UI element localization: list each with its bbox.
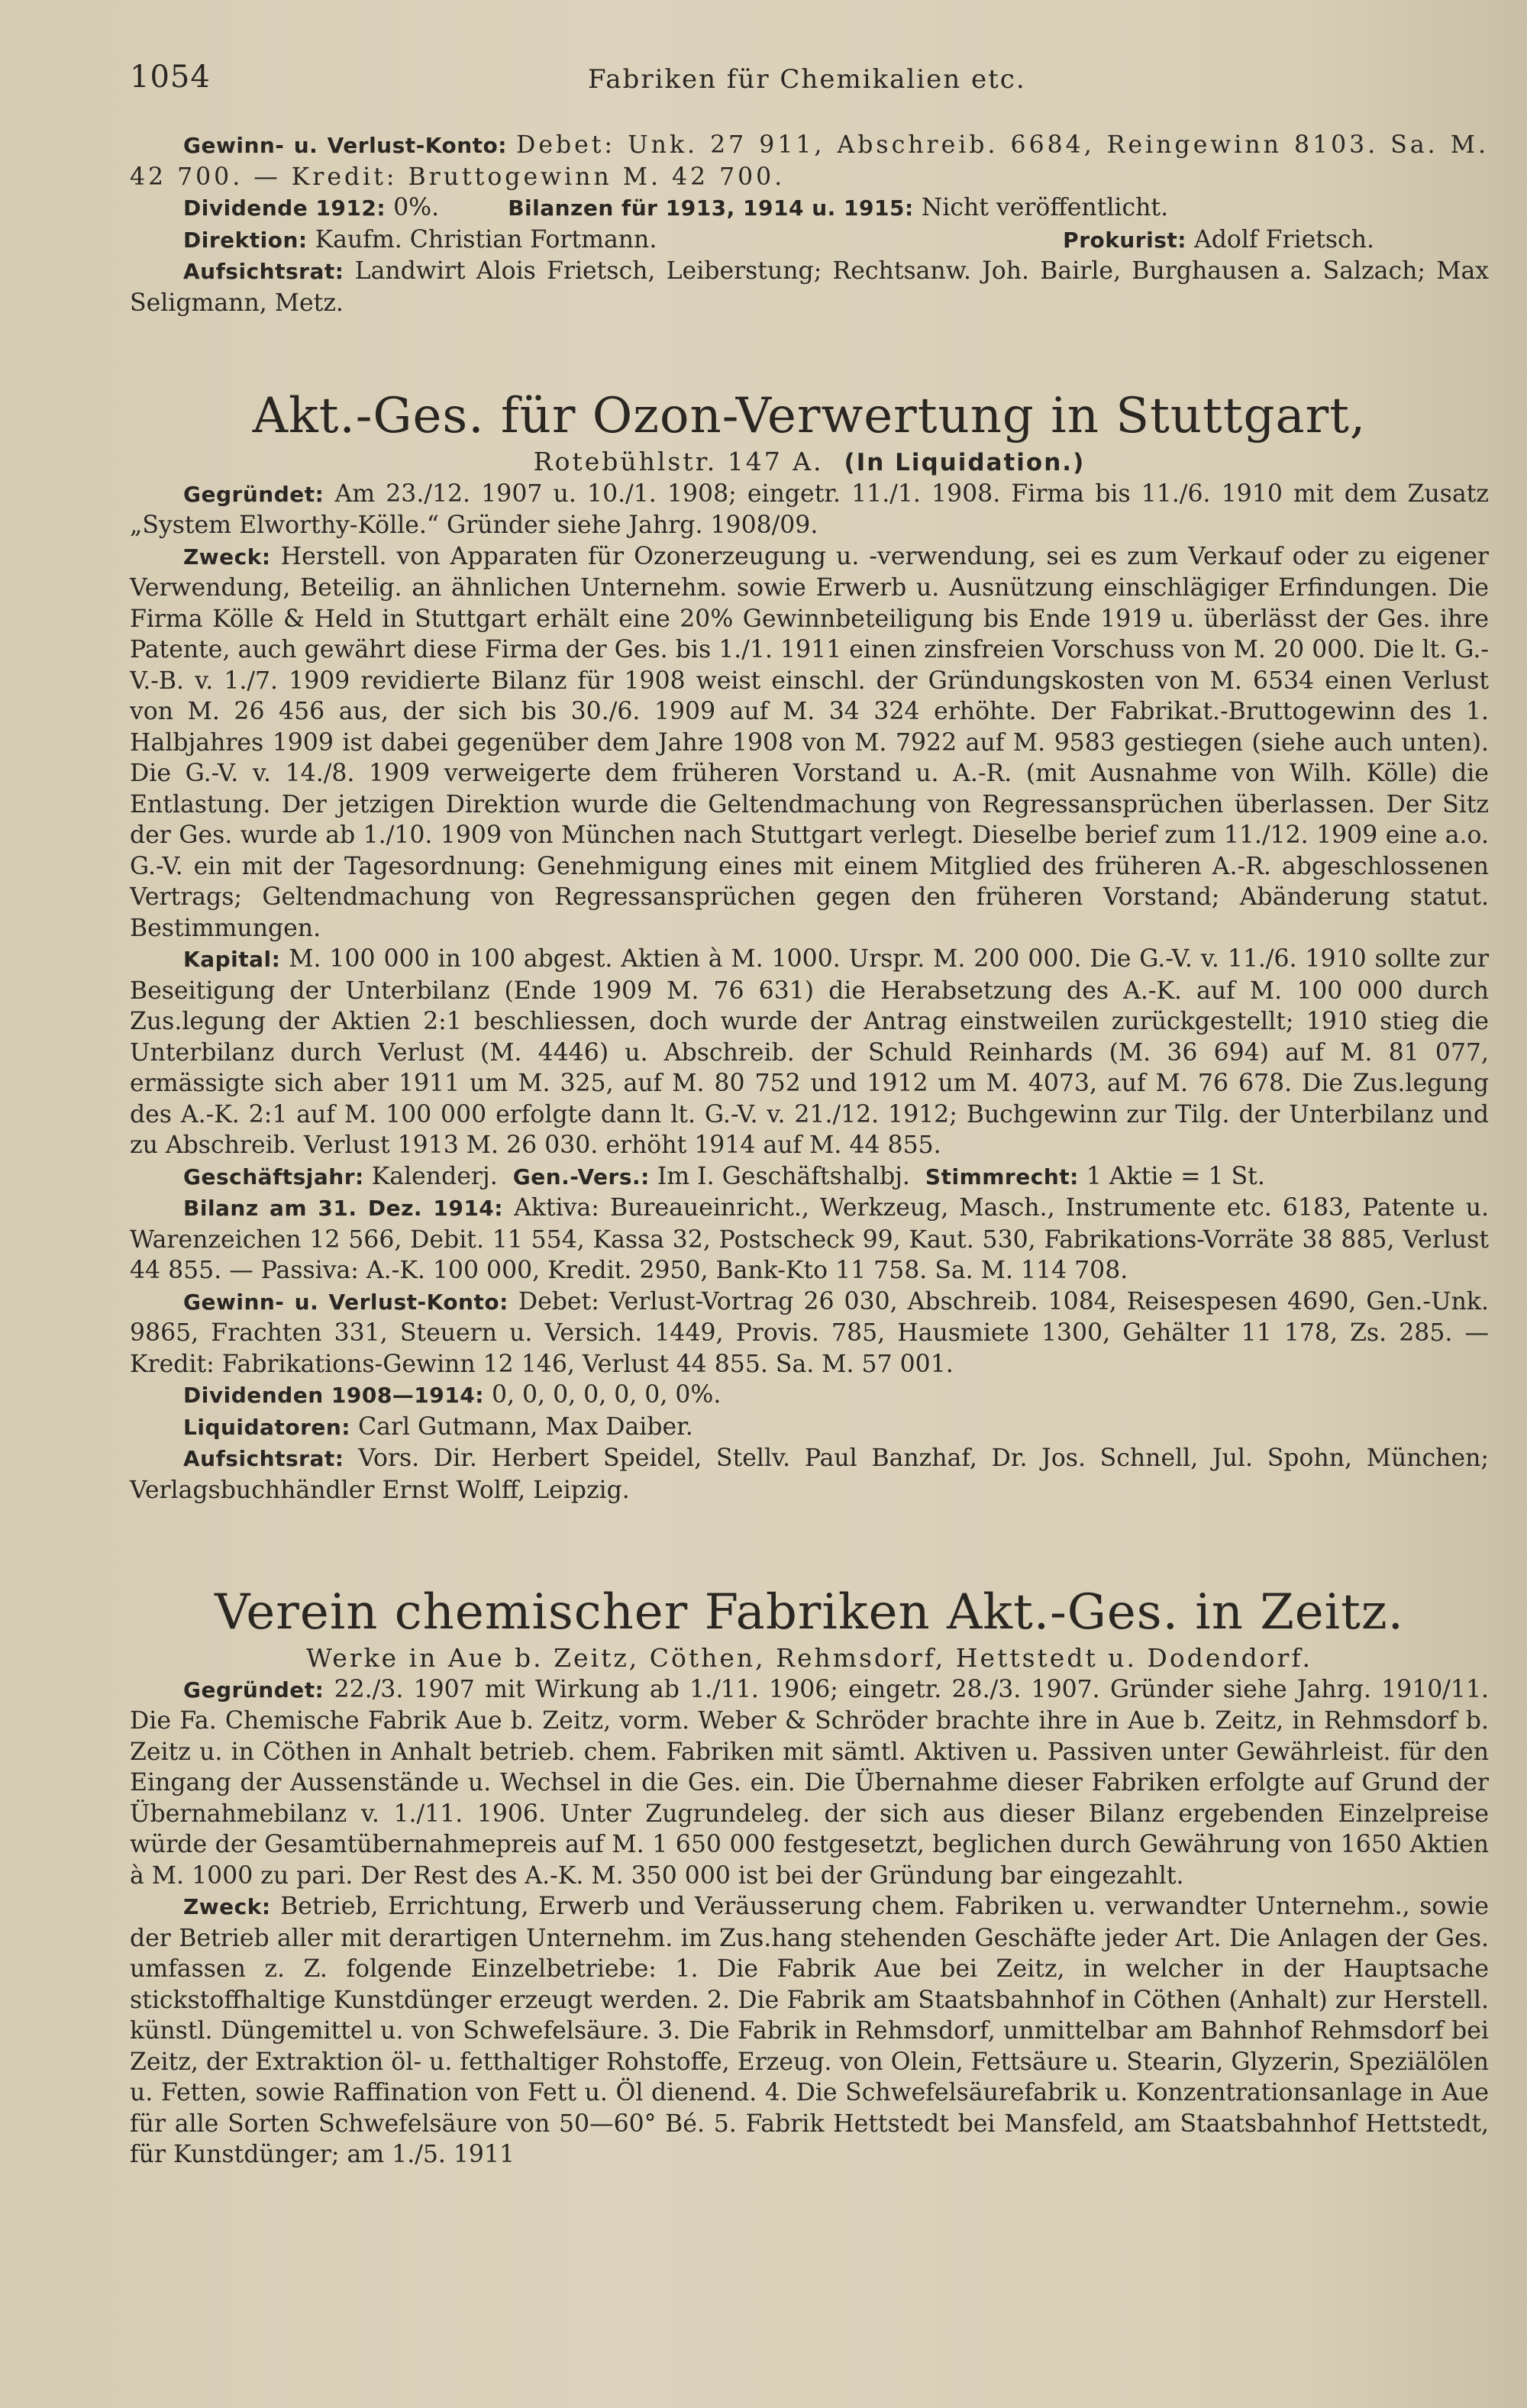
zeitz-gegr-label: Gegründet: bbox=[183, 1677, 324, 1703]
prev-div-text: 0%. bbox=[393, 194, 440, 221]
ozon-liq-label: Liquidatoren: bbox=[183, 1414, 351, 1440]
ozon-gv-label: Gen.-Vers.: bbox=[512, 1164, 650, 1189]
ozon-div-text: 0, 0, 0, 0, 0, 0, 0%. bbox=[491, 1381, 722, 1409]
prev-entry bbox=[130, 130, 1489, 318]
prev-div-paragraph bbox=[130, 192, 1489, 224]
ozon-liq-text: Carl Gutmann, Max Daiber. bbox=[358, 1412, 693, 1441]
prev-gv-paragraph bbox=[130, 130, 1489, 192]
ozon-title: Akt.-Ges. für Ozon-Verwertung in Stuttgart, bbox=[252, 388, 1367, 444]
ozon-address: Rotebühlstr. 147 A. bbox=[533, 447, 824, 476]
prev-div-label: Dividende 1912: bbox=[183, 195, 386, 221]
ozon-kap-text: M. 100 000 in 100 abgest. Aktien à M. 1000. Urspr. M. 200 000. Die G.-V. v. 11./6. 1910 sollte zur Beseitigung der Unterbilanz (Ende 1909 M. 76 631) die Herabsetzung des A.-K. auf M. 100 000 durch Zus.legung der Aktien 2:1 beschliessen, doch wurde der Antrag einstweilen zurückgestellt; 1910 stieg die Unterbilanz durch Verlust (M. 4446) u. Abschreib. der Schuld Reinhards (M. 36 694) auf M. 81 077, ermässigte sich aber 1911 um M. 325, auf M. 80 752 und 1912 um M. 4073, auf M. 76 678. Die Zus.legung des A.-K. 2:1 auf M. 100 000 erfolgte dann lt. G.-V. v. 21./12. 1912; Buchgewinn zur Tilg. der Unterbilanz und zu Abschreib. Verlust 1913 M. 26 030. erhöht 1914 auf M. 44 855. bbox=[130, 945, 1490, 1159]
prev-gv-text: Debet: Unk. 27 911, Abschreib. 6684, Reingewinn 8103. Sa. M. 42 700. — Kredit: Bruttogewinn M. 42 700. bbox=[130, 131, 1490, 191]
zeitz-zweck-text: Betrieb, Errichtung, Erwerb und Veräusserung chem. Fabriken u. verwandter Unternehm., sowie der Betrieb aller mit derartigen Unternehm. im Zus.hang stehenden Geschäfte jeder Art. Die Anlagen der Ges. umfassen z. Z. folgende Einzelbetriebe: 1. Die Fabrik Aue bei Zeitz, in welcher in der Hauptsache stickstoffhaltige Kunstdünger erzeugt werden. 2. Die Fabrik am Staatsbahnhof in Cöthen (Anhalt) zur Herstell. künstl. Düngemittel u. von Schwefelsäure. 3. Die Fabrik in Rehmsdorf, unmittelbar am Bahnhof Rehmsdorf bei Zeitz, der Extraktion öl- u. fetthaltiger Rohstoffe, Erzeug. von Olein, Fettsäure u. Stearin, Glyzerin, Speziälölen u. Fetten, sowie Raffination von Fett u. Öl dienend. 4. Die Schwefelsäurefabrik u. Konzentrationsanlage in Aue für alle Sorten Schwefelsäure von 50—60° Bé. 5. Fabrik Hettstedt bei Mansfeld, am Staatsbahnhof Hettstedt, für Kunstdünger; am 1./5. 1911 bbox=[130, 1893, 1489, 2168]
ozon-st-label: Stimmrecht: bbox=[925, 1164, 1079, 1189]
ozon-entry bbox=[130, 386, 1489, 1506]
prev-bil-text: Nicht veröffentlicht. bbox=[921, 194, 1169, 221]
ozon-gegr-label: Gegründet: bbox=[183, 481, 324, 507]
ozon-ar-paragraph bbox=[130, 1443, 1489, 1506]
prev-dir-paragraph bbox=[130, 224, 1489, 257]
ozon-ar-text: Vors. Dir. Herbert Speidel, Stellv. Paul Banzhaf, Dr. Jos. Schnell, Jul. Spohn, München; Verlagsbuchhändler Ernst Wolff, Leipzig. bbox=[130, 1444, 1489, 1504]
ozon-bil-label: Bilanz am 31. Dez. 1914: bbox=[183, 1196, 503, 1221]
ozon-status: (In Liquidation.) bbox=[844, 449, 1086, 476]
prev-prok-label: Prokurist: bbox=[1063, 227, 1186, 253]
zeitz-gegr-text: 22./3. 1907 mit Wirkung ab 1./11. 1906; eingetr. 28./3. 1907. Gründer siehe Jahrg. 1910/11. Die Fa. Chemische Fabrik Aue b. Zeitz, vorm. Weber & Schröder brachte ihre in Aue b. Zeitz, in Rehmsdorf b. Zeitz u. in Cöthen in Anhalt betrieb. chem. Fabriken mit sämtl. Aktiven u. Passiven unter Gewährleist. für den Eingang der Aussenstände u. Wechsel in die Ges. ein. Die Übernahme dieser Fabriken erfolgte auf Grund der Übernahmebilanz v. 1./11. 1906. Unter Zugrundeleg. der sich aus dieser Bilanz ergebenden Einzelpreise würde der Gesamtübernahmepreis auf M. 1 650 000 festgesetzt, beglichen durch Gewährung von 1650 Aktien à M. 1000 zu pari. Der Rest des A.-K. M. 350 000 ist bei der Gründung bar eingezahlt. bbox=[130, 1675, 1489, 1890]
ozon-bil-paragraph bbox=[130, 1193, 1489, 1286]
ozon-gegr-paragraph bbox=[130, 479, 1489, 541]
ozon-div-label: Dividenden 1908—1914: bbox=[183, 1383, 484, 1408]
prev-gv-label: Gewinn- u. Verlust-Konto: bbox=[183, 133, 507, 158]
prev-ar-label: Aufsichtsrat: bbox=[183, 259, 344, 284]
zeitz-zweck-paragraph bbox=[130, 1891, 1489, 2171]
zeitz-title: Verein chemischer Fabriken Akt.-Ges. in Zeitz. bbox=[215, 1584, 1404, 1641]
ozon-ar-label: Aufsichtsrat: bbox=[183, 1446, 344, 1471]
ozon-liq-paragraph bbox=[130, 1412, 1489, 1444]
zeitz-gegr-paragraph bbox=[130, 1674, 1489, 1892]
zeitz-zweck-label: Zweck: bbox=[183, 1894, 271, 1919]
ozon-gv-text: Im I. Geschäftshalbj. bbox=[657, 1162, 910, 1190]
ozon-subline bbox=[130, 447, 1489, 479]
ozon-kap-label: Kapital: bbox=[183, 947, 281, 972]
page-header bbox=[130, 60, 1489, 105]
prev-dir-text: Kaufm. Christian Fortmann. bbox=[315, 225, 657, 253]
page-number: 1054 bbox=[130, 60, 211, 95]
prev-ar-text: Landwirt Alois Frietsch, Leiberstung; Rechtsanw. Joh. Bairle, Burghausen a. Salzach; Max Seligmann, Metz. bbox=[130, 257, 1490, 317]
ozon-guv-text: Debet: Verlust-Vortrag 26 030, Abschreib. 1084, Reisespesen 4690, Gen.-Unk. 9865, Frachten 331, Steuern u. Versich. 1449, Provis. 785, Hausmiete 1300, Gehälter 11 178, Zs. 285. — Kredit: Fabrikations-Gewinn 12 146, Verlust 44 855. Sa. M. 57 001. bbox=[130, 1287, 1490, 1378]
ozon-gj-text: Kalenderj. bbox=[371, 1162, 498, 1190]
prev-prok-text: Adolf Frietsch. bbox=[1193, 225, 1374, 253]
zeitz-entry bbox=[130, 1582, 1489, 2171]
zeitz-works: Werke in Aue b. Zeitz, Cöthen, Rehmsdorf, Hettstedt u. Dodendorf. bbox=[306, 1643, 1312, 1673]
ozon-bil-text: Aktiva: Bureaueinricht., Werkzeug, Masch., Instrumente etc. 6183, Patente u. Warenzeichen 12 566, Debit. 11 554, Kassa 32, Postscheck 99, Kaut. 530, Fabrikations-Vorräte 38 885, Verlust 44 855. — Passiva: A.-K. 100 000, Kredit. 2950, Bank-Kto 11 758. Sa. M. 114 708. bbox=[130, 1194, 1489, 1284]
ozon-gegr-text: Am 23./12. 1907 u. 10./1. 1908; eingetr. 11./1. 1908. Firma bis 11./6. 1910 mit dem Zusatz „System Elworthy-Kölle.“ Gründer siehe Jahrg. 1908/09. bbox=[130, 479, 1490, 539]
ozon-kap-paragraph bbox=[130, 944, 1489, 1161]
prev-ar-paragraph bbox=[130, 256, 1489, 318]
ozon-div-paragraph bbox=[130, 1380, 1489, 1412]
ozon-zweck-text: Herstell. von Apparaten für Ozonerzeugung u. -verwendung, sei es zum Verkauf oder zu eigener Verwendung, Beteilig. an ähnlichen Unternehm. sowie Erwerb u. Ausnützung einschlägiger Erfindungen. Die Firma Kölle & Held in Stuttgart erhält eine 20% Gewinnbeteiligung bis Ende 1919 u. überlässt der Ges. ihre Patente, auch gewährt diese Firma der Ges. bis 1./1. 1911 einen zinsfreien Vorschuss von M. 20 000. Die lt. G.-V.-B. v. 1./7. 1909 revidierte Bilanz für 1908 weist einschl. der Gründungskosten von M. 6534 einen Verlust von M. 26 456 aus, der sich bis 30./6. 1909 auf M. 34 324 erhöhte. Der Fabrikat.-Bruttogewinn des 1. Halbjahres 1909 ist dabei gegenüber dem Jahre 1908 von M. 7922 auf M. 9583 gestiegen (siehe auch unten). Die G.-V. v. 14./8. 1909 verweigerte dem früheren Vorstand u. A.-R. (mit Ausnahme von Wilh. Kölle) die Entlastung. Der jetzigen Direktion wurde die Geltendmachung von Regressansprüchen überlassen. Der Sitz der Ges. wurde ab 1./10. 1909 von München nach Stuttgart verlegt. Dieselbe berief zum 11./12. 1909 eine a.o. G.-V. ein mit der Tagesordnung: Genehmigung eines mit einem Mitglied des früheren A.-R. abgeschlossenen Vertrags; Geltendmachung von Regressansprüchen gegen den früheren Vorstand; Abänderung statut. Bestimmungen. bbox=[130, 542, 1489, 942]
ozon-guv-label: Gewinn- u. Verlust-Konto: bbox=[183, 1289, 508, 1315]
ozon-gj-label: Geschäftsjahr: bbox=[183, 1164, 364, 1189]
prev-dir-label: Direktion: bbox=[183, 227, 308, 253]
page-content bbox=[130, 130, 1489, 2171]
ozon-zweck-paragraph bbox=[130, 541, 1489, 944]
running-title: Fabriken für Chemikalien etc. bbox=[588, 64, 1026, 95]
prev-bil-label: Bilanzen für 1913, 1914 u. 1915: bbox=[508, 195, 914, 221]
ozon-zweck-label: Zweck: bbox=[183, 544, 271, 570]
ozon-gj-paragraph bbox=[130, 1161, 1489, 1193]
ozon-st-text: 1 Aktie = 1 St. bbox=[1086, 1162, 1265, 1190]
ozon-guv-paragraph bbox=[130, 1286, 1489, 1380]
